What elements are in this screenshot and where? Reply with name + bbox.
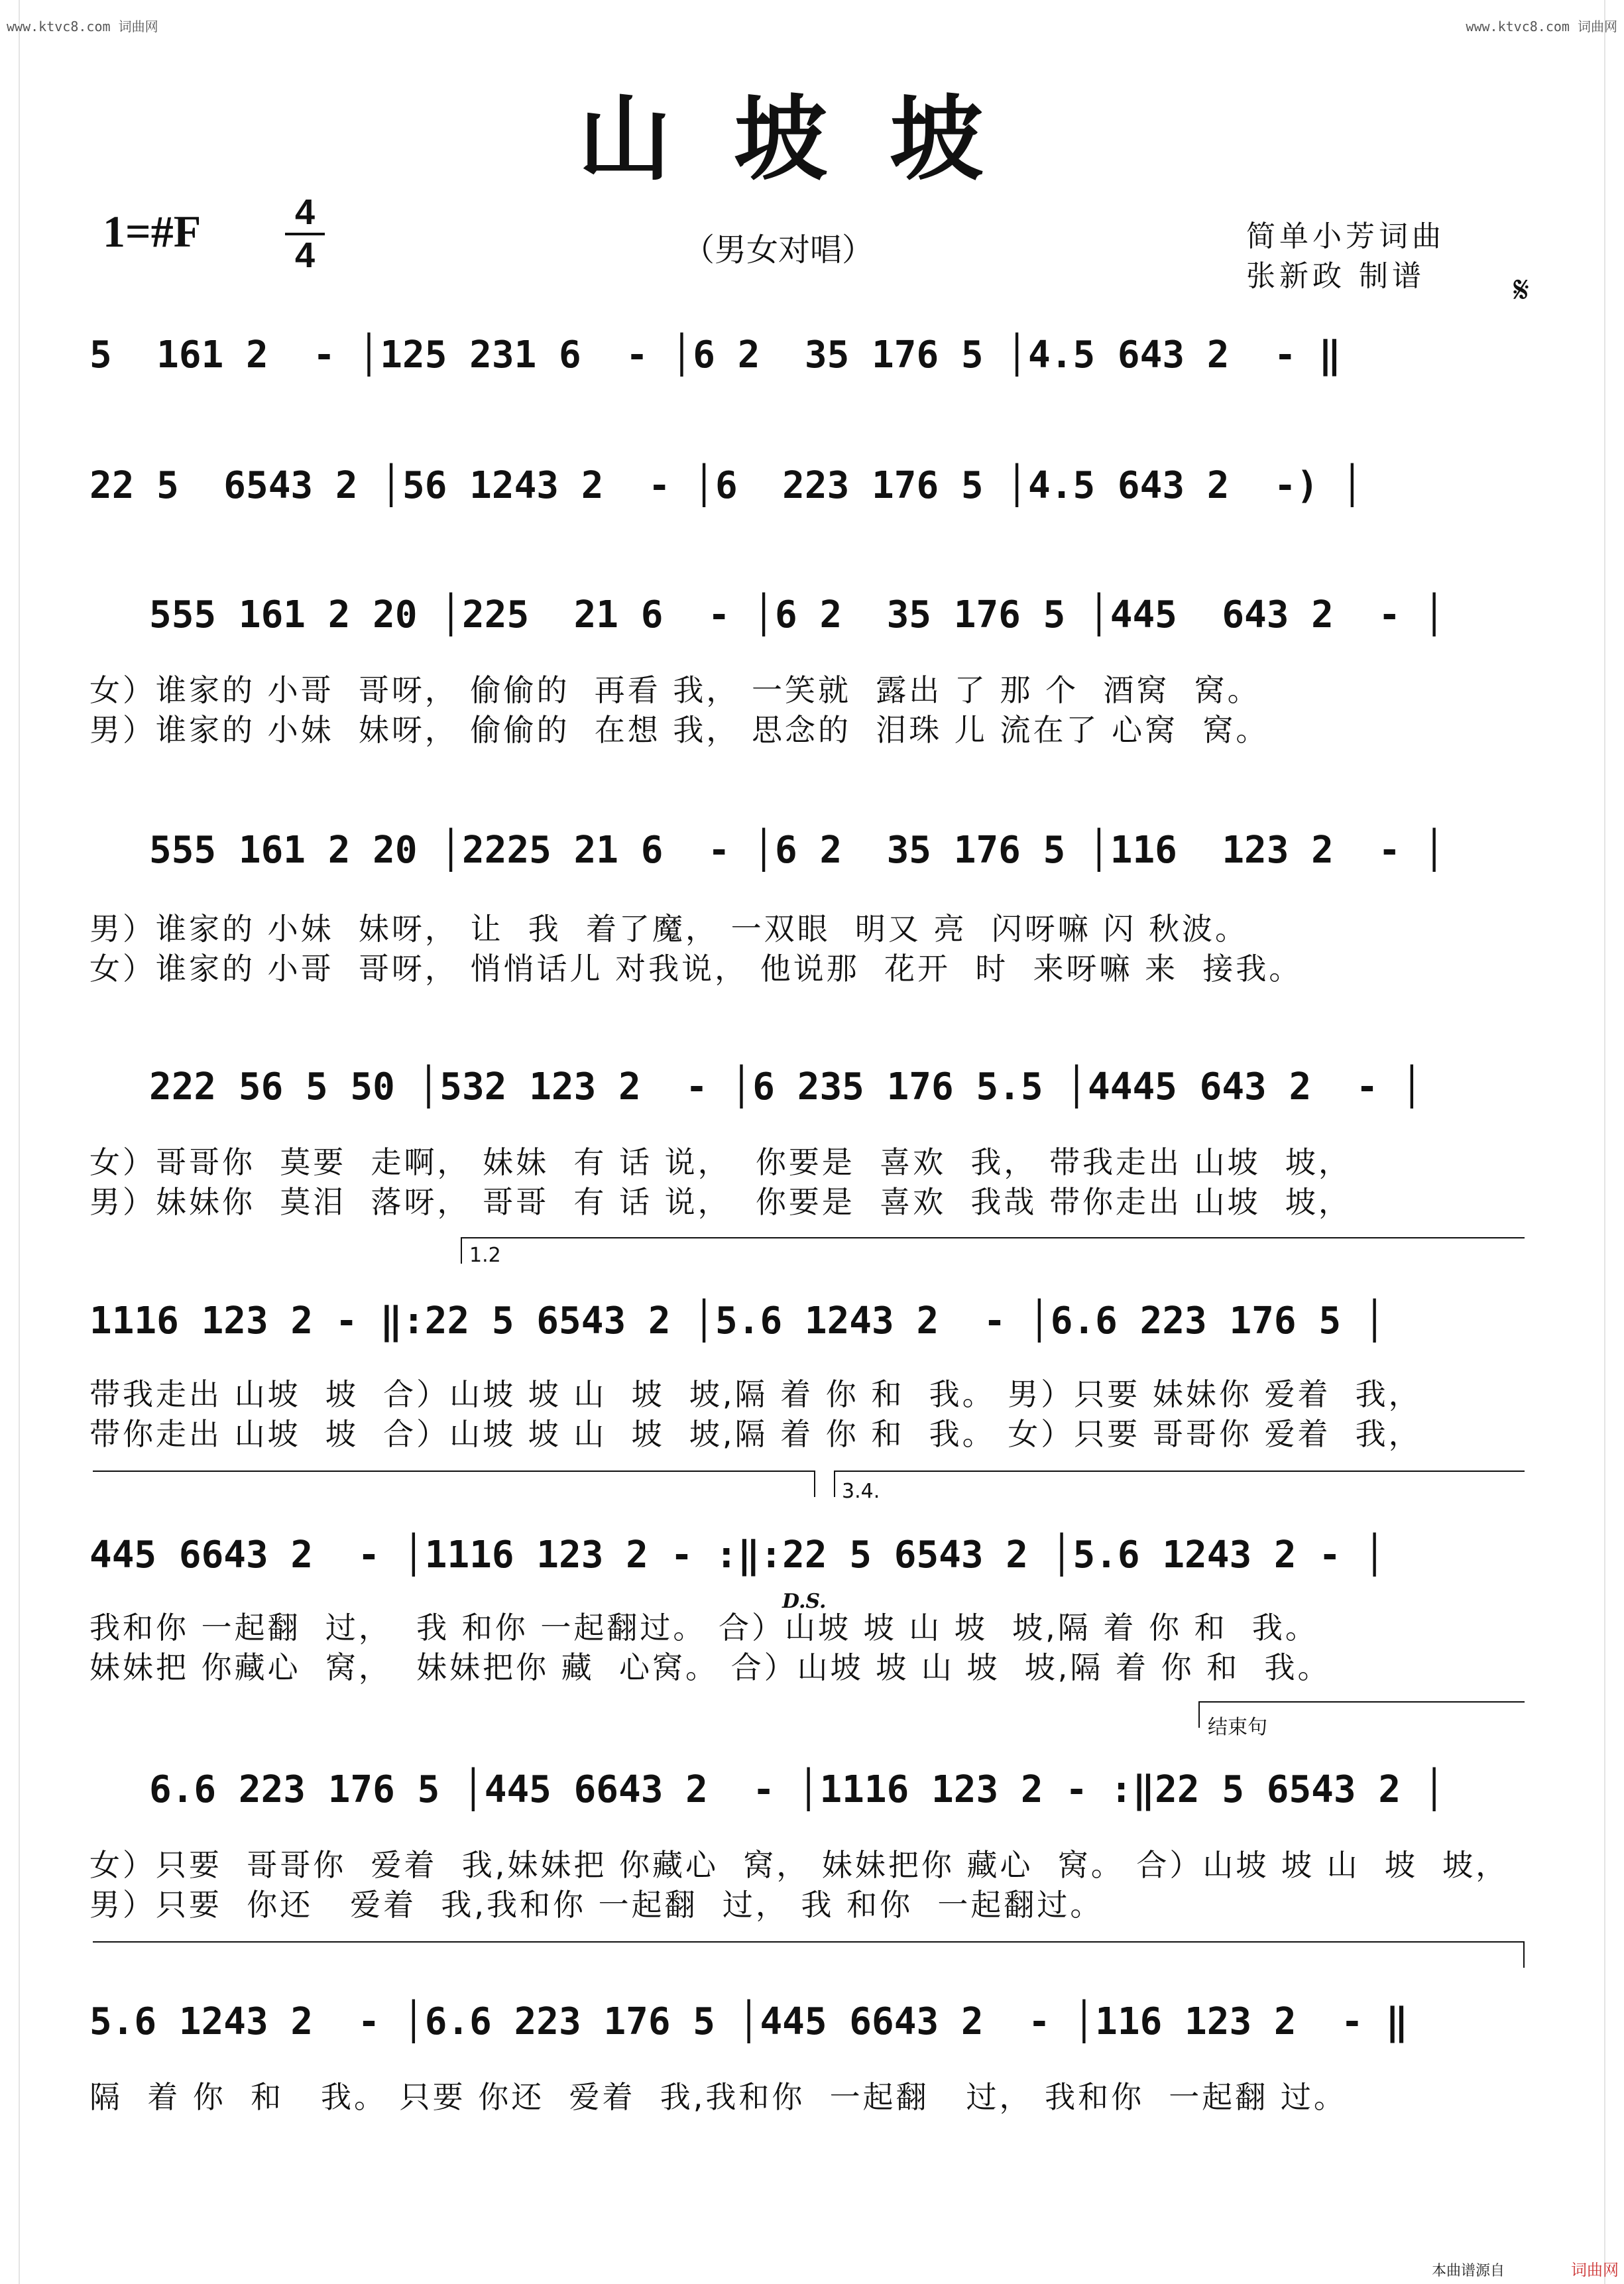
score-row-1: 5 161 2 - │125 231 6 - │6 2 35 176 5 │4.5 643 2 - ‖ [89, 333, 1342, 377]
score-row-5: 222 56 5 50 │532 123 2 - │6 235 176 5.5 │4445 643 2 - │ [149, 1065, 1423, 1109]
time-bottom: 4 [294, 235, 316, 275]
right-margin-strip [1604, 0, 1624, 2284]
volta-3-4-label: 3.4. [842, 1480, 880, 1503]
ending-line [1198, 1701, 1525, 1703]
lyric-row-5a: 女）哥哥你 莫要 走啊， 妹妹 有 话 说， 你要是 喜欢 我， 带我走出 山坡 坡， [89, 1144, 1352, 1180]
credit-composer: 简单小芳词曲 [1246, 219, 1445, 253]
volta-line-1 [461, 1237, 1525, 1238]
key-signature: 1=#F [103, 206, 202, 257]
score-row-9: 5.6 1243 2 - │6.6 223 176 5 │445 6643 2 - │116 123 2 - ‖ [89, 2000, 1409, 2043]
lyric-row-7a: 我和你 一起翻 过， 我 和你 一起翻过。 合）山坡 坡 山 坡 坡,隔 着 你 和 我。 [89, 1610, 1318, 1646]
credit-arranger: 张新政 制谱 [1246, 259, 1425, 293]
time-signature [285, 194, 325, 274]
lyric-row-7b: 妹妹把 你藏心 窝， 妹妹把你 藏 心窝。 合）山坡 坡 山 坡 坡,隔 着 你 和 我。 [89, 1650, 1331, 1685]
lyric-row-8a: 女）只要 哥哥你 爱着 我,妹妹把 你藏心 窝， 妹妹把你 藏心 窝。 合）山坡 坡 山 坡 坡， [89, 1847, 1509, 1883]
lyric-row-6b: 带你走出 山坡 坡 合）山坡 坡 山 坡 坡,隔 着 你 和 我。 女）只要 哥哥你 爱着 我， [89, 1416, 1422, 1452]
ending-label: 结束句 [1208, 1716, 1267, 1739]
volta-line-prev [93, 1471, 815, 1472]
lyric-row-3a: 女）谁家的 小哥 哥呀， 偷偷的 再看 我， 一笑就 露出 了 那 个 酒窝 窝。 [89, 672, 1261, 708]
volta-1-2-label: 1.2 [469, 1244, 501, 1267]
segno-icon: 𝄋 [1513, 269, 1530, 312]
song-title: 山坡坡 [578, 85, 1046, 194]
lyric-row-4b: 女）谁家的 小哥 哥呀， 悄悄话儿 对我说， 他说那 花开 时 来呀嘛 来 接我。 [89, 951, 1303, 987]
footer-source: 本曲谱源自 [1432, 2263, 1505, 2279]
ds-mark: D.S. [782, 1590, 827, 1613]
lyric-row-4a: 男）谁家的 小妹 妹呀， 让 我 着了魔， 一双眼 明又 亮 闪呀嘛 闪 秋波。 [89, 911, 1248, 947]
subtitle: （男女对唱） [683, 231, 874, 269]
score-row-8: 6.6 223 176 5 │445 6643 2 - │1116 123 2 - :‖22 5 6543 2 │ [149, 1768, 1446, 1811]
row-8-line [93, 1941, 1525, 1943]
volta-line-2 [834, 1471, 1525, 1472]
watermark-left: www.ktvc8.com 词曲网 [7, 19, 158, 34]
score-row-2: 22 5 6543 2 │56 1243 2 - │6 223 176 5 │4.5 643 2 -) │ [89, 464, 1363, 507]
score-row-7: 445 6643 2 - │1116 123 2 - :‖:22 5 6543 2 │5.6 1243 2 - │ [89, 1533, 1386, 1577]
lyric-row-6a: 带我走出 山坡 坡 合）山坡 坡 山 坡 坡,隔 着 你 和 我。 男）只要 妹妹你 爱着 我， [89, 1376, 1422, 1412]
lyric-row-9: 隔 着 你 和 我。 只要 你还 爱着 我,我和你 一起翻 过， 我和你 一起翻 过。 [89, 2079, 1347, 2115]
footer-logo: 词曲网 [1571, 2261, 1619, 2279]
lyric-row-8b: 男）只要 你还 爱着 我,我和你 一起翻 过， 我 和你 一起翻过。 [89, 1887, 1104, 1923]
score-row-6: 1116 123 2 - ‖:22 5 6543 2 │5.6 1243 2 - │6.6 223 176 5 │ [89, 1299, 1386, 1343]
left-margin-strip [0, 0, 20, 2284]
score-row-3: 555 161 2 20 │225 21 6 - │6 2 35 176 5 │445 643 2 - │ [149, 593, 1446, 636]
lyric-row-3b: 男）谁家的 小妹 妹呀， 偷偷的 在想 我， 思念的 泪珠 儿 流在了 心窝 窝。 [89, 712, 1269, 748]
watermark-right: www.ktvc8.com 词曲网 [1466, 19, 1617, 34]
score-row-4: 555 161 2 20 │2225 21 6 - │6 2 35 176 5 │116 123 2 - │ [149, 829, 1446, 872]
lyric-row-5b: 男）妹妹你 莫泪 落呀， 哥哥 有 话 说， 你要是 喜欢 我哉 带你走出 山坡 坡， [89, 1184, 1352, 1220]
time-top: 4 [294, 192, 316, 232]
